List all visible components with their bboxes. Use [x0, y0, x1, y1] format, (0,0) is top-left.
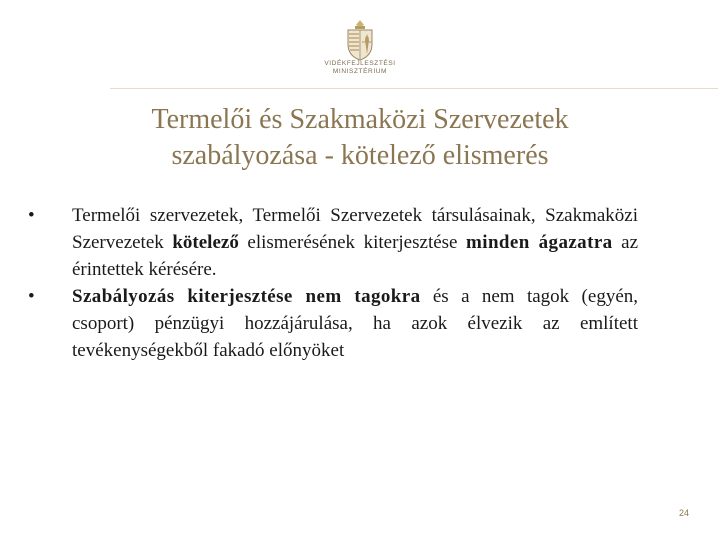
title-line-2: szabályozása - kötelező elismerés [171, 140, 549, 171]
ministry-line-2: MINISZTÉRIUM [332, 68, 388, 75]
coat-of-arms-icon [343, 18, 377, 62]
bullet-item-1 [28, 202, 638, 283]
page-number: 24 [678, 508, 689, 518]
bullet-marker: • [28, 286, 35, 307]
bullet-text: elismerésének kiterjesztése [238, 232, 467, 253]
title-line-1: Termelői és Szakmaközi Szervezetek [151, 104, 569, 135]
bullet-emphasis: minden ágazatra [466, 232, 613, 253]
bullet-emphasis: Szabályozás kiterjesztése nem tagokra [72, 286, 421, 307]
ministry-line-1: VIDÉKFEJLESZTÉSI [324, 60, 396, 67]
bullet-text: az érintettek kérésére. [72, 232, 638, 280]
bullet-text: és a nem tagok (egyén, csoport) pénzügyi hozzájárulása, ha azok élvezik az említett tevékenységekből fakadó előnyöket [72, 286, 638, 361]
header-divider [110, 88, 718, 89]
ministry-name [300, 60, 420, 76]
bullet-emphasis: kötelező [172, 232, 239, 253]
bullet-list [28, 202, 638, 364]
bullet-text: Termelői szervezetek, Termelői Szervezetek társulásainak, Szakmaközi Szervezetek [72, 205, 638, 253]
slide-title [60, 102, 660, 174]
bullet-item-2 [28, 283, 638, 364]
bullet-marker: • [28, 205, 35, 226]
